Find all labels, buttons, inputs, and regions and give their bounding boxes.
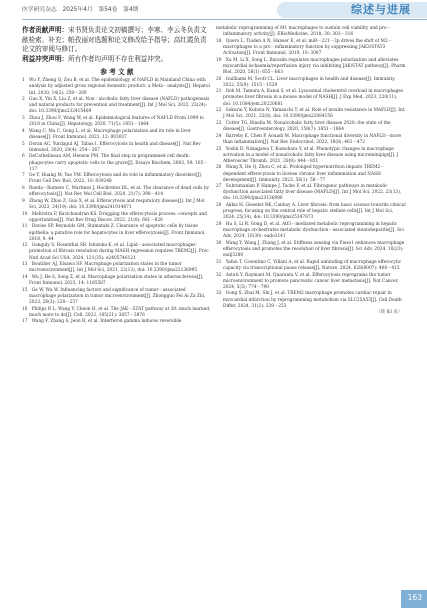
reference-item: 23 Cotter TG, Rinella M. Nonalcoholic fatty liver disease 2020: the state of the disease[J]. Gastroenterology, 2020, 158(7): 1851－1864 [216, 120, 391, 133]
continued-note: （转 83 页） [376, 310, 402, 316]
reference-item: 27 Subramanian P, Hampe J, Tacke F, et al. Fibrogenic pathways in metabolic dysfunction associated fatty liver disease (MAFLD)[J]. Int J Mol Sci, 2022, 23(13), doi: 10.3390/ijms23136996 [216, 184, 402, 202]
reference-item: 9 Zhong W, Zhao Z, Guo X, et al. Efferocytosis and respiratory disease[J]. Int J Mol Sci, 2023, 24(19): doi: 10.3390/ijms241914871 [22, 198, 205, 210]
reference-item: 29 Hu S, Li R, Gong D, et al. Atf3－mediated metabolic reprogramming in hepatic macrophage orchestrates metabolic dysfunction－associated steatohepatitis[J]. Sci Adv, 2024, 10(30): eado3141 [216, 222, 404, 240]
reference-item: 5 Doran AC, Yurdagul AJ, Tabas I. Efferocytosis in health and disease[J]. Nat Rev Immunol, 2020, 20(4): 254－267 [22, 141, 201, 153]
reference-item: 6 DeCathelineau AM, Henson PM. The final step in programmed cell death: phagocytes carry apoptotic cells to the grave[J]. Essays Biochem, 2003, 39: 105－117 [22, 154, 208, 172]
reference-item: 20 Guilliams M, Scott CL. Liver macrophages in health and disease[J]. Immunity, 2022, 55(9): 1515－1529 [216, 76, 396, 88]
reference-item: 28 Akkiz H, Gieseler RK, Canbay A. Liver fibrosis: from basic science towards clinical progress, focusing on the central role of hepatic stellate cells[J]. Int J Mol Sci, 2024, 25(14), doi: 10.3390/ijms25147873 [216, 203, 406, 221]
reference-item: 22 Sakurai Y, Kubota N, Yamauchi T, et al. Role of insulin resistance in MAFLD[J]. Int J Mol Sci, 2021, 22(8), doi: 10.3390/ijms22084156 [216, 108, 405, 120]
reference-list-left [22, 78, 212, 325]
reference-item: 14 Wu J, He S, Song Z, et al. Macrophage polarization states in atherosclerosis[J]. Front Immunol, 2023, 14: 1185587 [22, 275, 204, 287]
reference-item: 30 Wang Y, Wang J, Zhang J, et al. Stiffness sensing via Piezo1 enhances macrophage efferocytosis and promotes the resolution of liver fibrosis[J]. Sci Adv, 2024, 10(23): eadj3289 [216, 240, 405, 259]
reference-item: 15 Ge W, Wu W. Influencing factors and significance of tumor－associated macrophage polarization in tumor microenvironment[J]. Zhongguo Fei Ai Za Zhi, 2023, 26(3): 228－237 [22, 287, 206, 305]
page-number: 163 [407, 593, 422, 602]
reference-item: 16 Philips R L, Wang Y, Cheon H, et al. The JAK－STAT pathway at 30: much learned, much more to do[J]. Cell, 2022, 185(21): 3857－3876 [22, 306, 211, 318]
reference-item: 11 Davies SP, Reynolds GM, Stamataki Z. Clearance of apoptotic cells by tissue epithelia: a putative role for hepatocytes in liver efferocytosis[J]. Front Immunol, 2018, 9: 44 [22, 224, 206, 242]
reference-item: 19 Xu M, Li X, Song L. Baicalin regulates macrophages polarization and alleviates myocardial ischaemia/reperfusion injury via inhibiting JAK/STAT pathway[J]. Pharm Biol, 2020, 58(1): 655－663 [216, 57, 406, 75]
reference-item: 7 Ge Y, Huang M, Yao YM. Efferocytosis and its role in inflammatory disorders[J]. Front Cell Dev Biol, 2022, 10: 839248 [22, 173, 203, 185]
right-column [216, 26, 406, 317]
reference-item: 32 Astuti Y, Raymant M, Quaranta V, et al. Efferocytosis reprograms the tumor microenvironment to promote pancreatic cancer liver metastasis[J]. Nat Cancer, 2024, 5(5): 774－790 [216, 272, 399, 290]
reference-item: 24 Barreby E, Chen P, Aouadi M. Macrophage functional diversity in NAFLD－more than inflammation[J]. Nat Rev Endocrinol, 2022, 18(8): 461－472 [216, 133, 402, 145]
reference-item: 8 Rueda－Romero C, Martinez J, Hochreiter BL, et al. The clearance of dead cells by efferocytosis[J]. Nat Rev Mol Cell Biol, 2020, 21(7): 398－414 [22, 186, 210, 198]
references-heading: 参 考 文 献 [100, 68, 134, 77]
page-number-badge [401, 590, 427, 608]
reference-item: metabolic reprogramming of M1 macrophages to sustain cell viability and pro－inflammatory activity[J]. EBioMedicine, 2018, 30: 303－316 [216, 26, 391, 38]
reference-item: 18 Quero L, Tiaden A N, Hanser E, et al. miR－221－3p drives the shift of M2－macrophages to a pro－inflammatory function by suppressing JAK3/STAT3 Activation[J]. Front Immunol, 2019, 10: 3087 [216, 38, 392, 56]
reference-item: 31 Yafan T, Cosentino C, Villani A, et al. Rapid unbinding of macrophage efferocytic capacity via transcriptional pause release[J]. Nature, 2024, 628(8007): 408－415 [216, 259, 402, 271]
reference-item: 2 Guo X, Yin X, Liu Z, et al. Non－alcoholic fatty liver disease (NAFLD) pathogenesis and natural products for prevention and treatment[J]. Int J Mol Sci, 2022, 23(24): doi: 10.3390/ijms232415489 [22, 97, 210, 115]
reference-item: 17 Wang F, Zhang S, Jeon R, et al. Interferon gamma induces reversible [22, 319, 182, 325]
page-header [0, 0, 427, 22]
reference-item: 1 Wu Y, Zheng Q, Zou B, et al. The epidemiology of NAFLD in Mainland China with analysis by adjusted gross regional domestic product: a Meta－analysis[J]. Hepatol Int, 2020, 14(2): 259－269 [22, 78, 210, 96]
header-divider [22, 19, 427, 20]
section-title: 综述与进展 [351, 3, 411, 16]
reference-item: 25 Yoshii D, Nakagawa T, Komohara Y, et al. Phenotypic changes in macrophage activation in a model of nonalcoholic fatty liver disease using microminipigs[J]. J Atheroscler Thromb, 2021, 28(8): 844－851 [216, 146, 399, 164]
reference-item: 4 Wang C, Ma C, Gong L, et al. Macrophage polarization and its role in liver disease[J]. Front Immunol, 2021, 12: 803037 [22, 128, 191, 140]
reference-item: 21 Itoh M, Tamura A, Kanai S, et al. Lysosomal cholesterol overload in macrophages promotes liver fibrosis in a mouse model of NASH[J]. J Exp Med, 2023, 220(11), doi: 10.1084/jem.20220681 [216, 89, 404, 107]
reference-item: 3 Zhou J, Zhou F, Wang W, et al. Epidemiological features of NAFLD From 1999 to 2018 in China[J]. Hepatology, 2020, 71(5): 1851－1864 [22, 116, 204, 128]
left-column [22, 26, 212, 326]
reference-item: 12 Ganguly S, Rosenthal SB, Ishizuka K, et al. Lipid－associated macrophages' promotion of fibrosis resolution during MASH regression requires TREM2[J]. Proc Natl Acad Sci USA, 2024, 121(35): e2405746121 [22, 243, 209, 261]
journal-info: 医学研究杂志 2025年4月 第54卷 第4期 [22, 7, 139, 13]
contribution-statement: 作者贡献声明：宋书贤负责论文初稿撰写；李寒、李云冬负责文献检索、补充；帕孜丽对选题和论文修改给予指导；高红霞负责论文的审阅与修订。 [22, 26, 207, 54]
reference-list-right [216, 26, 406, 310]
reference-item: 10 Mehrotra P, Ravichandran KS. Drugging the efferocytosis process: concepts and opportunities[J]. Nat Rev Drug Discov, 2022, 21(8): 601－620 [22, 211, 207, 223]
reference-item: 13 Boutilier AJ, Elsawa SF. Macrophage polarization states in the tumor microenvironment[J]. Int J Mol Sci, 2021, 22(13), doi: 10.3390/ijms22136995 [22, 262, 198, 274]
reference-item: 33 Gong S, Zhai M, Shi J, et al. TREM2 macrophage promotes cardiac repair in myocardial infarction by reprogramming metabolism via SLC25A53[J]. Cell Death Differ, 2024, 31(2): 239－253 [216, 291, 402, 309]
conflict-statement: 利益冲突声明：所有作者均声明不存在利益冲突。 [22, 54, 168, 63]
reference-item: 26 Wang X, He Q, Zhou C, et al. Prolonged hypernutrition impairs TREM2－dependent efferocytosis to license chronic liver inflammation and NASH development[J]. Immunity, 2023, 56(1): 58－77 [216, 165, 385, 183]
